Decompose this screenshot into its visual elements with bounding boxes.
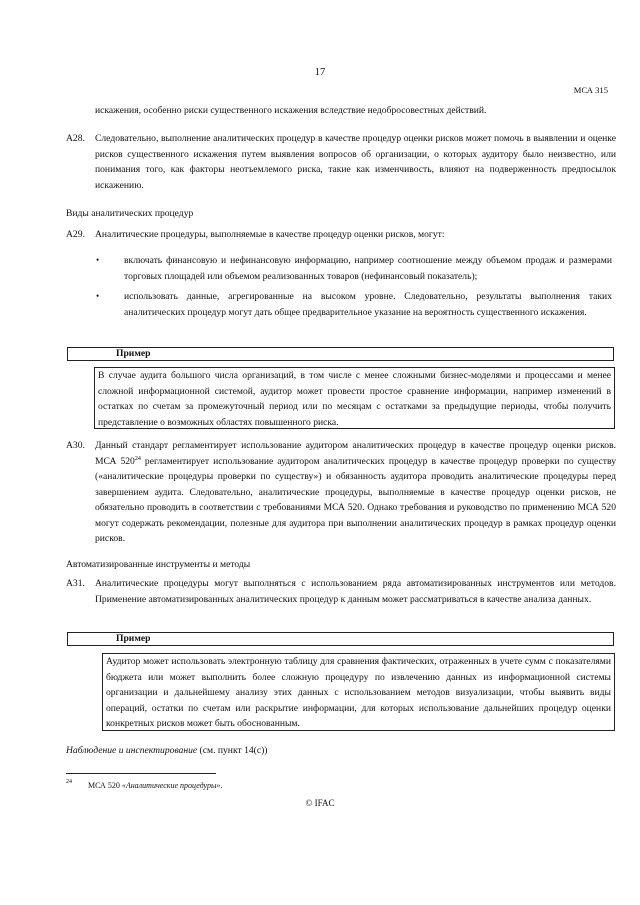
paragraph-number: A31.: [66, 578, 85, 589]
footnote-number: 24: [66, 779, 72, 785]
example-text: В случае аудита большого числа организаций, в том числе с менее сложными бизнес-моделями и процессами и менее сложной информационной системой, аудитор может провести простое сравнение информации, например изменений в остатках по счетам за промежуточный период или по месяцам с остатками за предыдущие периоды, чтобы получить представление о возможных областях повышенного риска.: [98, 370, 611, 428]
paragraph-number: A28.: [66, 133, 85, 144]
example-box: [94, 367, 615, 429]
bullet-text: включать финансовую и нефинансовую информацию, например соотношение между объемом продаж и размерами торговых площадей или объемом реализованных товаров (нефинансовый показатель);: [124, 255, 612, 282]
bullet-text: использовать данные, агрегированные на высоком уровне. Следовательно, результаты выполнения таких аналитических процедур могут дать общее предварительное указание на вероятность существенного искажения.: [124, 291, 612, 318]
bullet-item: [96, 289, 612, 320]
paragraph-a28: [66, 131, 616, 193]
paragraph-text: Следовательно, выполнение аналитических процедур в качестве процедур оценки рисков может помочь в выявлении и оценке рисков существенного искажения путем выявления вопросов об организации, о которых аудитору было неизвестно, или понимания того, как факторы неотъемлемого риска, такие как изменчивость, влияют на подверженность предпосылок искажению.: [95, 133, 616, 191]
footnote-separator: [66, 773, 216, 774]
page-number: 17: [314, 67, 326, 78]
example-header: [67, 632, 614, 646]
example-title: Пример: [116, 348, 151, 359]
continuation-text: искажения, особенно риски существенного искажения вследствие недобросовестных действий.: [95, 105, 487, 116]
paragraph-number: A29.: [66, 229, 85, 240]
footnote-reference: 24: [134, 455, 141, 462]
footnote: [66, 780, 222, 793]
a30-text-part1: Данный стандарт регламентирует использование аудитором аналитических процедур в качестве процедур оценки рисков. МСА 520: [95, 440, 616, 467]
copyright-footer: © IFAC: [305, 798, 335, 808]
bullet-mark: •: [96, 255, 100, 265]
footnote-text: [88, 781, 222, 790]
paragraph-text: Аналитические процедуры могут выполняться с использованием ряда автоматизированных инструментов или методов. Применение автоматизированных аналитических процедур к данным может рассматриваться в качестве анализа данных.: [95, 578, 616, 605]
paragraph-a31: [66, 576, 616, 607]
example-text: Аудитор может использовать электронную таблицу для сравнения фактических, отраженных в учете сумм с показателями бюджета или может выполнить более сложную процедуру по извлечению данных из информационной системы организации и дальнейшему анализу этих данных с использованием методов визуализации, чтобы выявить виды операций, остатки по счетам или раскрытие информации, для которых использование дальнейших процедур оценки конкретных рисков может быть обоснованным.: [106, 656, 611, 730]
a30-text-part2: регламентирует использование аудитором аналитических процедур в качестве процедур проверки по существу («аналитические процедуры проверки по существу») и обязанность аудитора проводить аналитические процедуры перед завершением аудита. Следовательно, аналитические процедуры, выполняемые в качестве процедур оценки рисков, не обязательно проводить в соответствии с требованиями МСА 520. Однако требования и руководство по применению МСА 520 могут содержать рекомендации, полезные для аудитора при выполнении аналитических процедур в рамках процедур оценки рисков.: [95, 455, 616, 545]
bullet-item: [96, 253, 612, 284]
example-box: [102, 653, 615, 731]
footnote-title: «Аналитические процедуры»: [121, 781, 221, 790]
paragraph-number: A30.: [66, 440, 85, 451]
footnote-prefix: МСА 520: [88, 781, 122, 790]
example-title: Пример: [116, 633, 151, 644]
continuation-paragraph: [66, 103, 616, 119]
section-heading-types: Виды аналитических процедур: [66, 208, 194, 219]
standard-reference: МСА 315: [573, 85, 608, 95]
observation-rest: (см. пункт 14(c)): [197, 745, 268, 756]
bullet-mark: •: [96, 291, 100, 301]
observation-heading: [66, 743, 268, 759]
paragraph-text: [95, 438, 616, 547]
observation-italic: Наблюдение и инспектирование: [66, 745, 198, 756]
paragraph-a30: [66, 438, 616, 547]
section-heading-automated: Автоматизированные инструменты и методы: [66, 559, 251, 570]
paragraph-a29: [66, 227, 616, 243]
footnote-suffix: .: [220, 781, 223, 790]
paragraph-text: Аналитические процедуры, выполняемые в качестве процедур оценки рисков, могут:: [95, 229, 445, 240]
example-header: [67, 347, 614, 361]
